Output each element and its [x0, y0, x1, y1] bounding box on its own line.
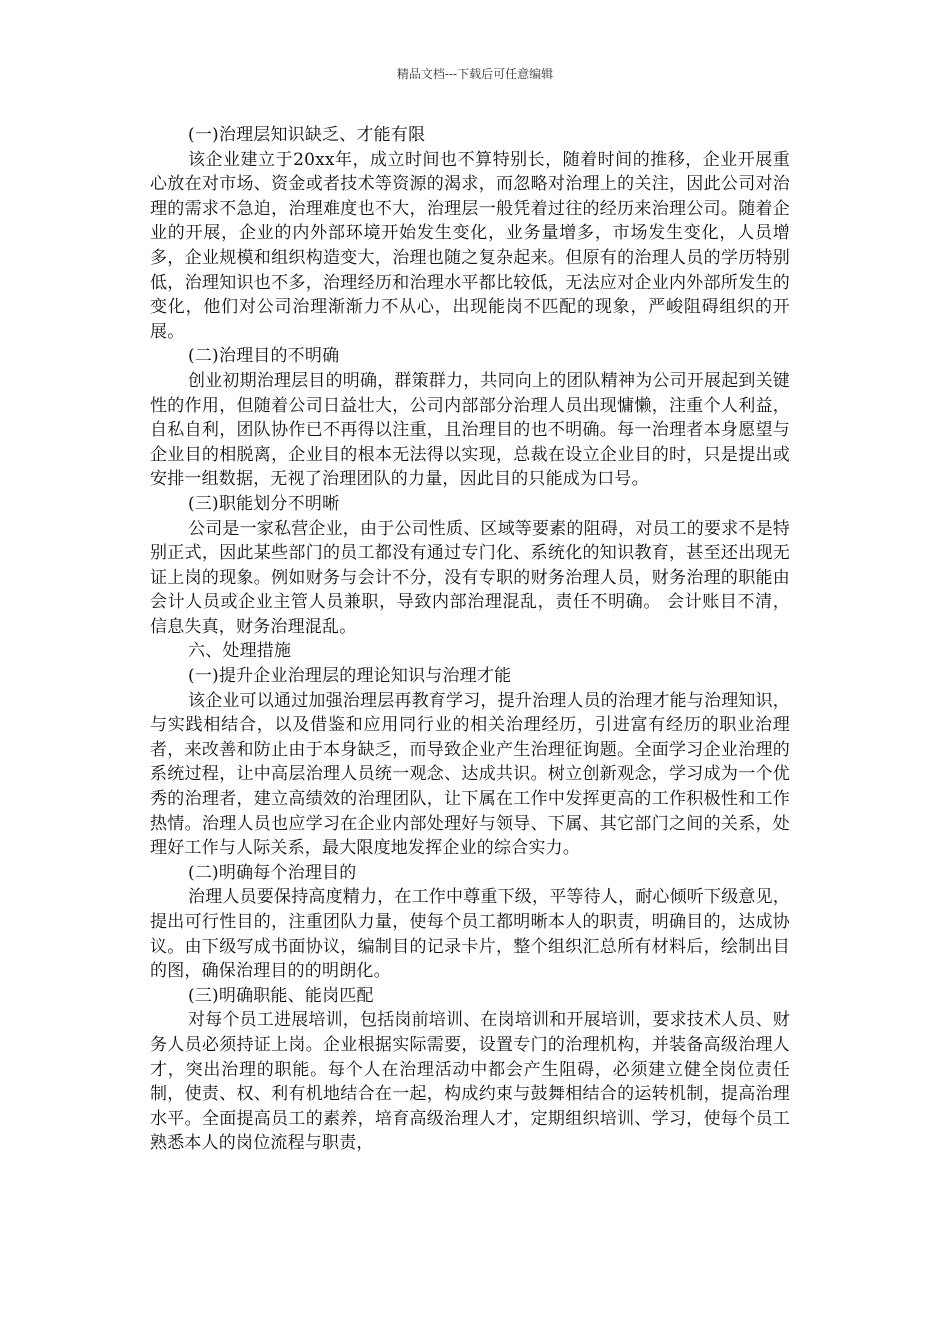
section-heading: (二)治理目的不明确	[188, 346, 340, 367]
paragraph: 公司是一家私营企业，由于公司性质、区域等要素的阻碍，对员工的要求不是特别正式，因此某些部门的员工都没有通过专门化、系统化的知识教育，甚至还出现无证上岗的现象。例如财务与会计不分，没有专职的财务治理人员，财务治理的职能由会计人员或企业主管人员兼职，导致内部治理混乱，责任不明确。 会计账目不清，信息失真，财务治理混乱。	[150, 518, 790, 637]
paragraph: 该企业建立于20xx年，成立时间也不算特别长，随着时间的推移，企业开展重心放在对市场、资金或者技术等资源的渴求，而忽略对治理上的关注，因此公司对治理的需求不急迫，治理难度也不大，治理层一般凭着过往的经历来治理公司。随着企业的开展，企业的内外部环境开始发生变化，业务量增多，市场发生变化，人员增多，企业规模和组织构造变大，治理也随之复杂起来。但原有的治理人员的学历特别低，治理知识也不多，治理经历和治理水平都比较低，无法应对企业内外部所发生的变化，他们对公司治理渐渐力不从心，出现能岗不匹配的现象，严峻阻碍组织的开展。	[150, 149, 790, 342]
page-header: 精品文档---下载后可任意编辑	[396, 67, 554, 81]
paragraph: 创业初期治理层目的明确，群策群力，共同向上的团队精神为公司开展起到关键性的作用，但随着公司日益壮大，公司内部部分治理人员出现慵懒，注重个人利益，自私自利，团队协作已不再得以注重，且治理目的也不明确。每一治理者本身愿望与企业目的相脱离，企业目的根本无法得以实现，总裁在设立企业目的时，只是提出或安排一组数据，无视了治理团队的力量，因此目的只能成为口号。	[150, 370, 790, 490]
paragraph: 治理人员要保持高度精力，在工作中尊重下级，平等待人，耐心倾听下级意见，提出可行性目的，注重团队力量，使每个员工都明晰本人的职责，明确目的，达成协议。由下级写成书面协议，编制目的记录卡片，整个组织汇总所有材料后，绘制出目的图，确保治理目的的明朗化。	[150, 887, 790, 982]
section-heading: (三)职能划分不明晰	[188, 493, 340, 514]
section-heading: (二)明确每个治理目的	[188, 862, 357, 883]
paragraph: 对每个员工进展培训，包括岗前培训、在岗培训和开展培训，要求技术人员、财务人员必须持证上岗。企业根据实际需要，设置专门的治理机构，并装备高级治理人才，突出治理的职能。每个人在治理活动中都会产生阻碍，必须建立健全岗位责任制，使责、权、利有机地结合在一起，构成约束与鼓舞相结合的运转机制，提高治理水平。全面提高员工的素养，培育高级治理人才，定期组织培训、学习，使每个员工熟悉本人的岗位流程与职责，	[150, 1010, 790, 1154]
chapter-heading: 六、处理措施	[188, 641, 292, 662]
section-heading: (一)治理层知识缺乏、才能有限	[188, 125, 426, 145]
section-heading: (三)明确职能、能岗匹配	[188, 985, 374, 1006]
document-body	[150, 123, 790, 1156]
paragraph: 该企业可以通过加强治理层再教育学习，提升治理人员的治理才能与治理知识，与实践相结合，以及借鉴和应用同行业的相关治理经历，引进富有经历的职业治理者，来改善和防止由于本身缺乏，而导致企业产生治理征询题。全面学习企业治理的系统过程，让中高层治理人员统一观念、达成共识。树立创新观念，学习成为一个优秀的治理者，建立高绩效的治理团队，让下属在工作中发挥更高的工作积极性和工作热情。治理人员也应学习在企业内部处理好与领导、下属、其它部门之间的关系，处理好工作与人际关系，最大限度地发挥企业的综合实力。	[150, 690, 790, 859]
section-heading: (一)提升企业治理层的理论知识与治理才能	[188, 666, 512, 687]
